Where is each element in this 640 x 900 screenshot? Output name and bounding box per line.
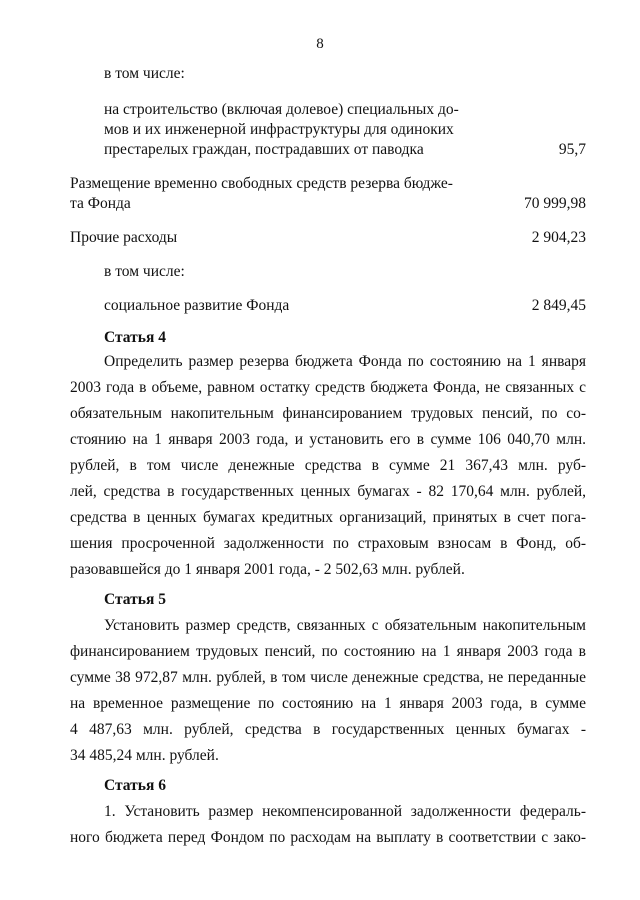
article-5-line: 4 487,63 млн. рублей, средства в государственных ценных бумагах - [70,721,586,738]
other-expenses-amount: 2 904,23 [531,229,586,246]
construction-line-3: престарелых граждан, пострадавших от паводка [104,141,424,158]
article-4-line: Определить размер резерва бюджета Фонда по состоянию на 1 января [104,353,586,370]
article-5-line: 34 485,24 млн. рублей. [70,747,219,764]
in-that-number-label-2: в том числе: [104,263,185,280]
article-4-line: лей, средства в государственных ценных бумагах - 82 170,64 млн. рублей, [70,483,586,500]
article-6-heading: Статья 6 [104,777,166,794]
in-that-number-label: в том числе: [104,65,185,82]
article-4-line: стоянию на 1 января 2003 года, и установить его в сумме 106 040,70 млн. [70,431,586,448]
social-development-label: социальное развитие Фонда [104,297,290,314]
article-6-line: ного бюджета перед Фондом по расходам на выплату в соответствии с зако- [70,829,586,846]
article-4-line: разовавшейся до 1 января 2001 года, - 2 502,63 млн. рублей. [70,561,465,578]
article-6-line: 1. Установить размер некомпенсированной задолженности федераль- [104,803,586,820]
construction-line-1: на строительство (включая долевое) специальных до- [104,101,459,118]
social-development-amount: 2 849,45 [531,297,586,314]
placement-amount: 70 999,98 [524,195,586,212]
article-5-line: на временное размещение по состоянию на 1 января 2003 года, в сумме [70,695,586,712]
article-5-line: Установить размер средств, связанных с обязательным накопительным [104,617,586,634]
page-number: 8 [316,36,324,52]
other-expenses-label: Прочие расходы [70,229,178,246]
article-4-heading: Статья 4 [104,329,166,346]
article-4-line: рублей, в том числе денежные средства в сумме 21 367,43 млн. руб- [70,457,586,474]
article-4-line: 2003 года в объеме, равном остатку средств бюджета Фонда, не связанных с [70,379,586,396]
placement-line-2: та Фонда [70,195,131,212]
placement-line-1: Размещение временно свободных средств резерва бюдже- [70,175,453,192]
article-4-line: шения просроченной задолженности по страховым взносам в Фонд, об- [70,535,586,552]
construction-line-2: мов и их инженерной инфраструктуры для одиноких [104,121,454,138]
article-5-line: сумме 38 972,87 млн. рублей, в том числе денежные средства, не переданные [70,669,586,686]
construction-amount: 95,7 [558,141,586,158]
article-4-line: обязательным накопительным финансированием трудовых пенсий, по со- [70,405,586,422]
article-5-heading: Статья 5 [104,591,166,608]
article-4-line: средства в ценных бумагах кредитных организаций, принятых в счет пога- [70,509,586,526]
article-5-line: финансированием трудовых пенсий, по состоянию на 1 января 2003 года в [70,643,586,660]
